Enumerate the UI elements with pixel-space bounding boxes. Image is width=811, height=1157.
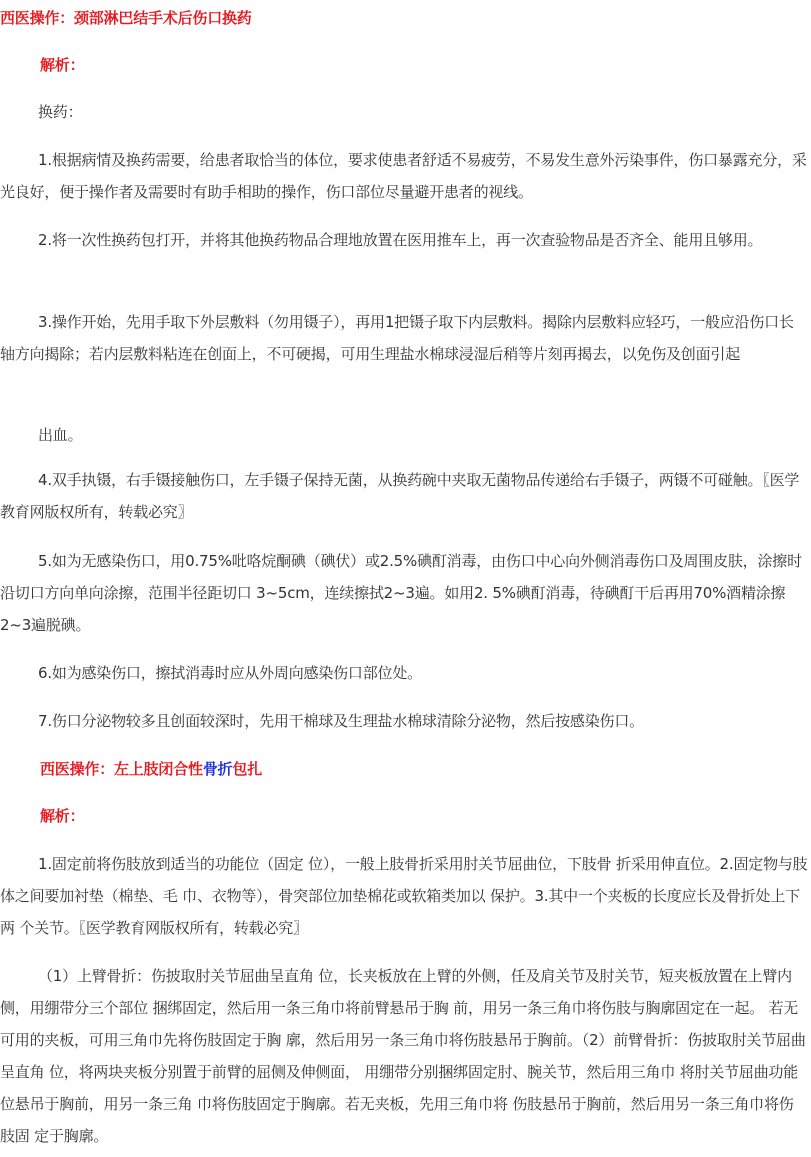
section1-intro: 换药：: [38, 103, 83, 121]
step-3-continuation: 出血。: [38, 426, 83, 444]
section2-heading: [0, 753, 808, 785]
section2-heading-suffix: 包扎: [232, 760, 263, 778]
step-7: 7.伤口分泌物较多且创面较深时，先用干棉球及生理盐水棉球清除分泌物，然后按感染伤口。: [38, 712, 644, 730]
step-2: 2.将一次性换药包打开，并将其他换药物品合理地放置在医用推车上，再一次查验物品是否齐全、能用且够用。: [38, 231, 763, 249]
section2-heading-text: 西医操作：左上肢闭合性: [40, 760, 203, 778]
section1-analysis-label: 解析：: [40, 56, 85, 74]
fracture-link[interactable]: 骨折: [202, 760, 233, 778]
section2-paragraph-2: （1）上臂骨折：伤披取肘关节屈曲呈直角 位，长夹板放在上臂的外侧，任及肩关节及肘关节，短夹板放置在上臂内侧，用绷带分三个部位 捆绑固定，然后用一条三角巾将前臂悬吊于胸 前，用另一条三角巾将伤肢与胸廓固定在一起。 若无可用的夹板，可用三角巾先将伤肢固定于胸 廓，然后用另一条三角巾将伤肢悬吊于胸前。（2）前臂骨折：伤披取肘关节屈曲呈直角 位，将两块夹板分别置于前臂的屈侧及伸侧面， 用绷带分别捆绑固定肘、腕关节，然后用三角巾 将肘关节屈曲功能位悬吊于胸前，用另一条三角 巾将伤肢固定于胸廓。若无夹板，先用三角巾将 伤肢悬吊于胸前，然后用另一条三角巾将伤肢固 定于胸廓。: [0, 967, 806, 1145]
section2-paragraph-1: 1.固定前将伤肢放到适当的功能位（固定 位），一般上肢骨折采用肘关节屈曲位，下肢骨 折采用伸直位。2.固定物与肢体之间要加衬垫（棉垫、毛 巾、衣物等），骨突部位加垫棉花或软箱类加以 保护。3.其中一个夹板的长度应长及骨折处上下两 个关节。〖医学教育网版权所有，转载必究〗: [0, 855, 808, 937]
step-3: 3.操作开始，先用手取下外层敷料（勿用镊子），再用1把镊子取下内层敷料。揭除内层敷料应轻巧，一般应沿伤口长轴方向揭除；若内层敷料粘连在创面上，不可硬揭，可用生理盐水棉球浸湿后稍等片刻再揭去，以免伤及创面引起: [0, 313, 794, 363]
section2-analysis-label: 解析：: [40, 807, 85, 825]
step-4: 4.双手执镊，右手镊接触伤口，左手镊子保持无菌，从换药碗中夹取无菌物品传递给右手镊子，两镊不可碰触。〖医学教育网版权所有，转载必究〗: [0, 471, 800, 521]
step-6: 6.如为感染伤口，擦拭消毒时应从外周向感染伤口部位处。: [38, 664, 422, 682]
step-1: 1.根据病情及换药需要，给患者取恰当的体位，要求使患者舒适不易疲劳，不易发生意外污染事件，伤口暴露充分，采光良好，便于操作者及需要时有助手相助的操作，伤口部位尽量避开患者的视线。: [0, 151, 807, 201]
section1-heading: 西医操作：颈部淋巴结手术后伤口换药: [0, 9, 252, 27]
step-5: 5.如为无感染伤口，用0.75%吡咯烷酮碘（碘伏）或2.5%碘酊消毒，由伤口中心向外侧消毒伤口及周围皮肤，涂擦时沿切口方向单向涂擦，范围半径距切口 3~5cm，连续擦拭2~3遍。如用2. 5%碘酊消毒，待碘酊干后再用70%酒精涂擦2~3遍脱碘。: [0, 552, 802, 634]
